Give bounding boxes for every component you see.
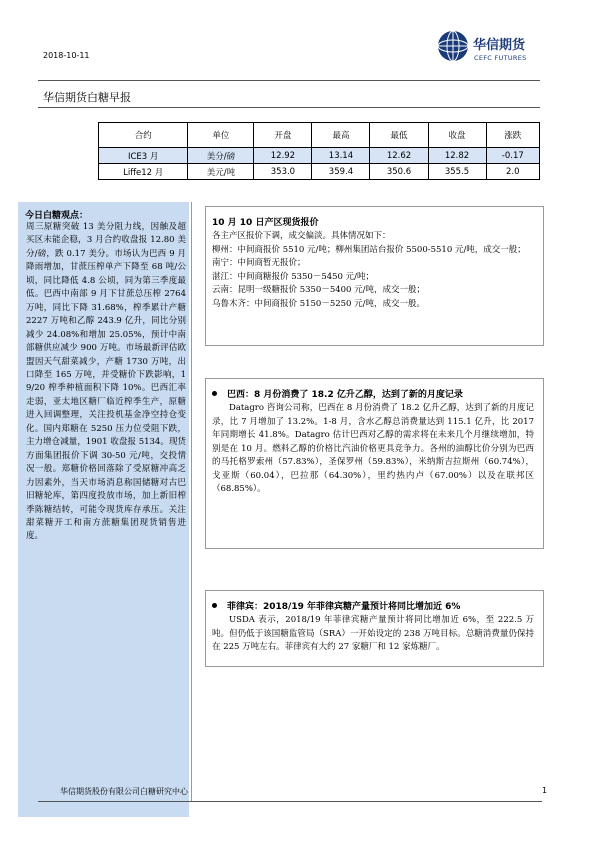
footer-rule <box>38 801 542 802</box>
section-heading <box>212 387 463 400</box>
list-item: 乌鲁木齐：中间商报价 5150－5250 元/吨，成交一般。 <box>212 298 426 309</box>
section-paragraph: Datagro 咨询公司称，巴西在 8 月份消费了 18.2 亿升乙醇，达到了新的月度记录，比 7 月增加了 13.2%。1-8 月，含水乙醇总消费量达到 115.1 亿升，比 2017 年同期增长 41.8%。Datagro 估计巴西对乙醇的需求将在未来几个月继续增加，特别是在 10 月。燃料乙醇的价格比汽油价格更具竞争力。各州的油醇比价分别为巴西的马托格罗索州（57.83%），圣保罗州（59.83%），米纳斯吉拉斯州（60.74%），戈亚斯（60.04），巴拉那（64.30%），里约热内卢（67.00%）以及在联邦区（68.85%）。 <box>212 403 534 494</box>
table-cell: 13.14 <box>312 148 370 164</box>
col-header: 涨跌 <box>486 123 539 148</box>
table-row <box>99 148 540 164</box>
list-item: 湛江：中间商糖报价 5350－5450 元/吨； <box>212 271 375 282</box>
globe-logo-icon <box>437 30 469 62</box>
table-cell: ICE3 月 <box>99 148 188 164</box>
sidebar-outlook <box>18 202 189 817</box>
section-brazil <box>205 378 544 549</box>
bullet-icon <box>212 391 217 396</box>
bullet-icon <box>212 603 217 608</box>
section-title: 10 月 10 日产区现货报价 <box>212 218 319 228</box>
table-cell: 美分/磅 <box>188 148 254 164</box>
list-item: 柳州：中间商报价 5510 元/吨；柳州集团站台报价 5500-5510 元/吨，成交一般； <box>212 244 526 255</box>
column-divider <box>191 202 192 802</box>
col-header: 最低 <box>370 123 428 148</box>
sidebar-text: 周三原糖突破 13 美分阻力线，因触及超买区未能企稳，3 月合约收盘报 12.80 美分/磅，跌 0.17 美分。市场认为巴西 9 月降雨增加，甘蔗压榨单产下降至 68 吨/公顷，同比降低 4.8 公顷，同为第三季度最低。巴西中南部 9 月下甘蔗总压榨 2764 万吨，同比下降 31.68%，榨季累计产糖 2227 万吨和乙醇 243.9 亿升，同比分别减少 24.08%和增加 25.05%，预计中南部糖供应减少 900 万吨。市场最新评估欧盟因天气甜菜减少，产糖 1730 万吨，出口降至 165 万吨，并受糖价下跌影响，19/20 榨季种植面积下降 10%。巴西汇率走弱，亚太地区糖厂临近榨季生产，原糖进入回调整理，关注投机基金净空持仓变化。国内郑糖在 5250 压力位受阻下跌，主力增仓减量，1901 收盘报 5134。现货方面集团报价下调 30-50 元/吨，交投情况一般。郑糖价格回落除了受原糖冲高乏力因素外，当天市场消息称国储糖对古巴旧糖轮库，第四度投放市场，加上新旧榨季陈糖结转，可能令现货库存承压。关注甜菜糖开工和南方蔗糖集团现货销售进度。 <box>26 222 186 542</box>
table-cell: 350.6 <box>370 164 428 180</box>
col-header: 收盘 <box>428 123 486 148</box>
table-cell: 12.62 <box>370 148 428 164</box>
table-cell: 12.92 <box>254 148 312 164</box>
table-cell: 355.5 <box>428 164 486 180</box>
quote-table <box>98 122 540 180</box>
list-item: 南宁：中间商暂无报价； <box>212 258 306 268</box>
logo-cn-text: 华信期货 <box>473 38 526 53</box>
quote-table-header <box>99 123 540 148</box>
report-date: 2018-10-11 <box>43 51 90 60</box>
sidebar-title: 今日白糖观点： <box>25 211 89 221</box>
section-heading <box>212 599 460 612</box>
list-item: 云南：昆明一级糖报价 5350－5400 元/吨，成交一般； <box>212 285 426 295</box>
table-cell: 12.82 <box>428 148 486 164</box>
header-rule <box>38 80 540 81</box>
col-header: 开盘 <box>254 123 312 148</box>
col-header: 合约 <box>99 123 188 148</box>
col-header: 单位 <box>188 123 254 148</box>
table-cell: -0.17 <box>486 148 539 164</box>
list-item: 各主产区报价下调，成交偏淡。具体情况如下： <box>212 231 391 241</box>
section-paragraph: USDA 表示，2018/19 年菲律宾糖产量预计将同比增加近 6%，至 222.5 万吨。但仍低于该国糖监管局（SRA）一开始设定的 238 万吨目标。总糖消费量仍保持在 225 万吨左右。菲律宾有大约 27 家糖厂和 12 家炼糖厂。 <box>212 615 534 652</box>
section-title: 菲律宾：2018/19 年菲律宾糖产量预计将同比增加近 6% <box>227 602 461 612</box>
section-title: 巴西：8 月份消费了 18.2 亿升乙醇，达到了新的月度记录 <box>227 390 463 400</box>
logo-en-text: CEFC FUTURES <box>474 54 527 62</box>
col-header: 最高 <box>312 123 370 148</box>
company-logo <box>437 30 545 70</box>
table-cell: 2.0 <box>486 164 539 180</box>
title-rule <box>38 107 540 108</box>
table-cell: Liffe12 月 <box>99 164 188 180</box>
table-cell: 美元/吨 <box>188 164 254 180</box>
table-cell: 353.0 <box>254 164 312 180</box>
section-philippines <box>205 590 544 667</box>
page-number: 1 <box>542 786 548 795</box>
section-spot-prices <box>205 206 544 346</box>
price-list <box>212 230 532 311</box>
table-row <box>99 164 540 180</box>
report-title: 华信期货白糖早报 <box>43 91 131 104</box>
footer-company: 华信期货股份有限公司白糖研究中心 <box>60 787 188 796</box>
table-cell: 359.4 <box>312 164 370 180</box>
